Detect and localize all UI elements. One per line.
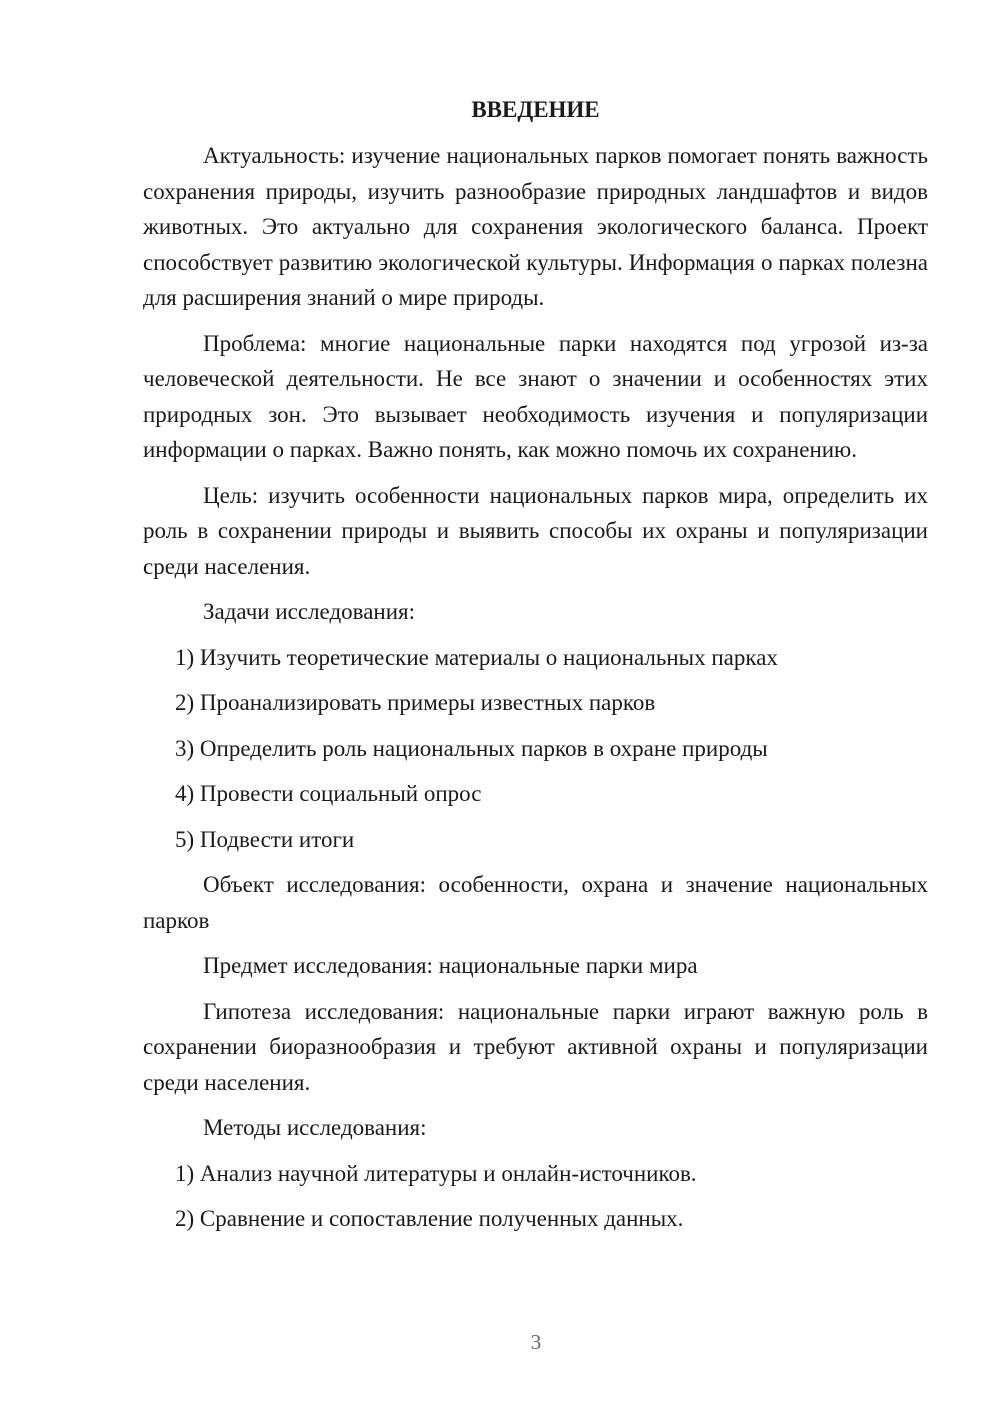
subject-paragraph: Предмет исследования: национальные парки мира [203,953,698,978]
problem-paragraph: Проблема: многие национальные парки находятся под угрозой из-за человеческой деятельности. Не все знают о значении и особенностях этих природных зон. Это вызывает необходимость изучения и популяризации информации о парках. Важно понять, как можно помочь их сохранению. [143,330,928,462]
page-title: ВВЕДЕНИЕ [471,97,600,122]
task-item: 4) Провести социальный опрос [175,781,482,806]
document-page [143,92,928,1247]
method-item: 1) Анализ научной литературы и онлайн-источников. [175,1160,697,1186]
method-item: 2) Сравнение и сопоставление полученных данных. [175,1206,684,1231]
tasks-label: Задачи исследования: [203,599,416,624]
page-number: 3 [530,1330,542,1354]
object-paragraph: Объект исследования: особенности, охрана и значение национальных парков [143,872,928,933]
task-item: 3) Определить роль национальных парков в охране природы [175,735,768,761]
goal-paragraph: Цель: изучить особенности национальных парков мира, определить их роль в сохранении природы и выявить способы их охраны и популяризации среди населения. [143,482,928,579]
task-item: 2) Проанализировать примеры известных парков [175,690,656,715]
task-item: 1) Изучить теоретические материалы о национальных парках [175,644,778,670]
methods-list [143,1156,928,1237]
tasks-list [143,640,928,858]
hypothesis-paragraph: Гипотеза исследования: национальные парки играют важную роль в сохранении биоразнообразия и требуют активной охраны и популяризации среди населения. [143,998,928,1095]
relevance-paragraph: Актуальность: изучение национальных парков помогает понять важность сохранения природы, изучить разнообразие природных ландшафтов и видов животных. Это актуально для сохранения экологического баланса. Проект способствует развитию экологической культуры. Информация о парках полезна для расширения знаний о мире природы. [143,143,928,310]
task-item: 5) Подвести итоги [175,826,355,852]
methods-label: Методы исследования: [203,1115,427,1140]
